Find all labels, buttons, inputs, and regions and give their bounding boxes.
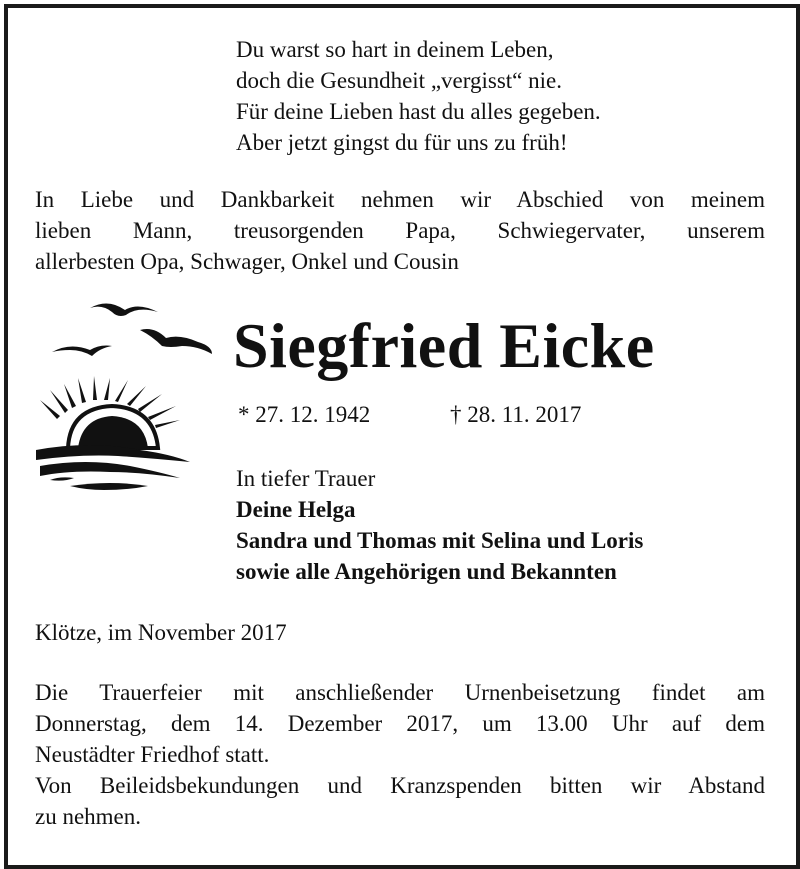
mourner-line: Sandra und Thomas mit Selina und Loris (236, 528, 644, 553)
intro-text (35, 184, 765, 277)
birth-date: * 27. 12. 1942 (238, 402, 371, 427)
funeral-line: Die Trauerfeier mit anschließender Urnenbeisetzung findet am (35, 680, 765, 705)
mourners-block (236, 463, 643, 587)
poem-line: doch die Gesundheit „vergisst“ nie. (236, 68, 562, 93)
death-date: † 28. 11. 2017 (450, 402, 582, 427)
funeral-line: Donnerstag, dem 14. Dezember 2017, um 13.00 Uhr auf dem (35, 711, 765, 736)
deceased-name: Siegfried Eicke (233, 310, 655, 381)
mourners-intro: In tiefer Trauer (236, 466, 376, 491)
birds-sunset-icon (30, 290, 220, 515)
funeral-line: Neustädter Friedhof statt. (35, 742, 270, 767)
intro-line: allerbesten Opa, Schwager, Onkel und Cousin (35, 249, 459, 274)
place-date: Klötze, im November 2017 (35, 620, 287, 645)
poem (236, 34, 601, 158)
mourner-line: sowie alle Angehörigen und Bekannten (236, 559, 617, 584)
funeral-line: zu nehmen. (35, 804, 142, 829)
funeral-line: Von Beileidsbekundungen und Kranzspenden bitten wir Abstand (35, 773, 765, 798)
intro-line: lieben Mann, treusorgenden Papa, Schwiegervater, unserem (35, 218, 765, 243)
intro-line: In Liebe und Dankbarkeit nehmen wir Abschied von meinem (35, 187, 765, 212)
funeral-info (35, 677, 765, 832)
poem-line: Für deine Lieben hast du alles gegeben. (236, 99, 601, 124)
poem-line: Du warst so hart in deinem Leben, (236, 37, 554, 62)
mourner-line: Deine Helga (236, 497, 356, 522)
poem-line: Aber jetzt gingst du für uns zu früh! (236, 130, 568, 155)
